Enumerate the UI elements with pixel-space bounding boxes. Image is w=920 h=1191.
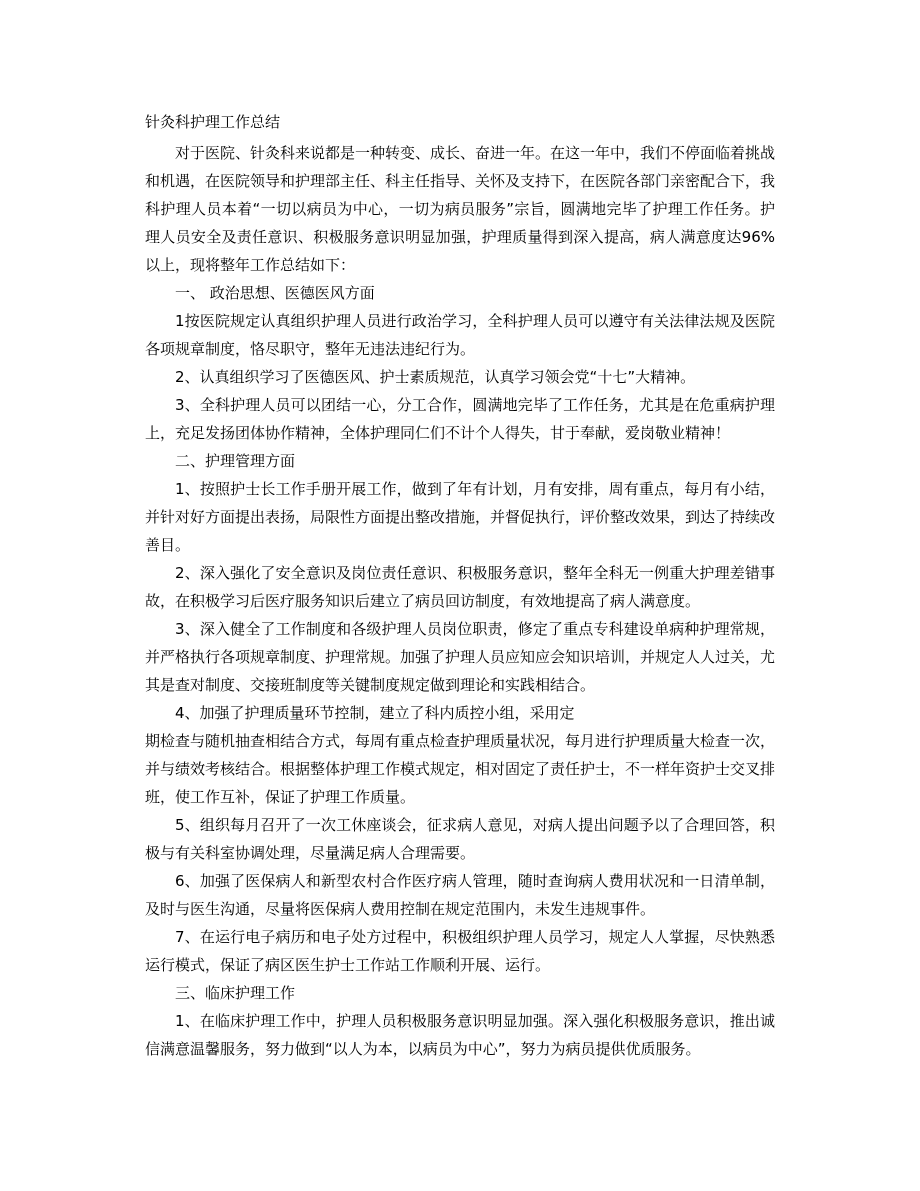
intro-paragraph: 对于医院、针灸科来说都是一种转变、成长、奋进一年。在这一年中，我们不停面临着挑战和机遇，在医院领导和护理部主任、科主任指导、关怀及支持下，在医院各部门亲密配合下，我科护理人员本着“一切以病员为中心，一切为病员服务”宗旨，圆满地完毕了护理工作任务。护理人员安全及责任意识、积极服务意识明显加强，护理质量得到深入提高，病人满意度达96%以上，现将整年工作总结如下： — [145, 144, 776, 274]
document-title: 针灸科护理工作总结 — [145, 113, 281, 131]
section-3-item-1: 1、在临床护理工作中，护理人员积极服务意识明显加强。深入强化积极服务意识，推出诚信满意温馨服务，努力做到“以人为本，以病员为中心”，努力为病员提供优质服务。 — [145, 1012, 775, 1058]
section-2-item-4-continuation: 期检查与随机抽查相结合方式，每周有重点检查护理质量状况，每月进行护理质量大检查一次，并与绩效考核结合。根据整体护理工作模式规定，相对固定了责任护士，不一样年资护士交叉排班，使工作互补，保证了护理工作质量。 — [145, 732, 776, 806]
section-1-item-2: 2、认真组织学习了医德医风、护士素质规范，认真学习领会党“十七”大精神。 — [175, 368, 696, 386]
section-heading-3: 三、临床护理工作 — [175, 984, 296, 1002]
section-1-item-1: 1按医院规定认真组织护理人员进行政治学习，全科护理人员可以遵守有关法律法规及医院各项规章制度，恪尽职守，整年无违法违纪行为。 — [145, 312, 775, 358]
document-body — [145, 111, 775, 1063]
section-heading-1: 一、 政治思想、医德医风方面 — [175, 284, 375, 302]
section-2-item-6: 6、加强了医保病人和新型农村合作医疗病人管理，随时查询病人费用状况和一日清单制，及时与医生沟通，尽量将医保病人费用控制在规定范围内，未发生违规事件。 — [145, 872, 775, 918]
section-2-item-2: 2、深入强化了安全意识及岗位责任意识、积极服务意识，整年全科无一例重大护理差错事故，在积极学习后医疗服务知识后建立了病员回访制度，有效地提高了病人满意度。 — [145, 564, 775, 610]
section-2-item-4: 4、加强了护理质量环节控制，建立了科内质控小组，采用定 — [175, 704, 575, 722]
section-heading-2: 二、护理管理方面 — [175, 452, 296, 470]
section-2-item-7: 7、在运行电子病历和电子处方过程中，积极组织护理人员学习，规定人人掌握，尽快熟悉运行模式，保证了病区医生护士工作站工作顺利开展、运行。 — [145, 928, 775, 974]
section-1-item-3: 3、全科护理人员可以团结一心，分工合作，圆满地完毕了工作任务，尤其是在危重病护理上，充足发扬团体协作精神，全体护理同仁们不计个人得失，甘于奉献，爱岗敬业精神！ — [145, 396, 775, 442]
section-2-item-1: 1、按照护士长工作手册开展工作，做到了年有计划，月有安排，周有重点，每月有小结，并针对好方面提出表扬，局限性方面提出整改措施，并督促执行，评价整改效果，到达了持续改善目。 — [145, 480, 776, 554]
section-2-item-3: 3、深入健全了工作制度和各级护理人员岗位职责，修定了重点专科建设单病种护理常规，并严格执行各项规章制度、护理常规。加强了护理人员应知应会知识培训，并规定人人过关，尤其是查对制度、交接班制度等关键制度规定做到理论和实践相结合。 — [145, 620, 776, 694]
section-2-item-5: 5、组织每月召开了一次工休座谈会，征求病人意见，对病人提出问题予以了合理回答，积极与有关科室协调处理，尽量满足病人合理需要。 — [145, 816, 775, 862]
